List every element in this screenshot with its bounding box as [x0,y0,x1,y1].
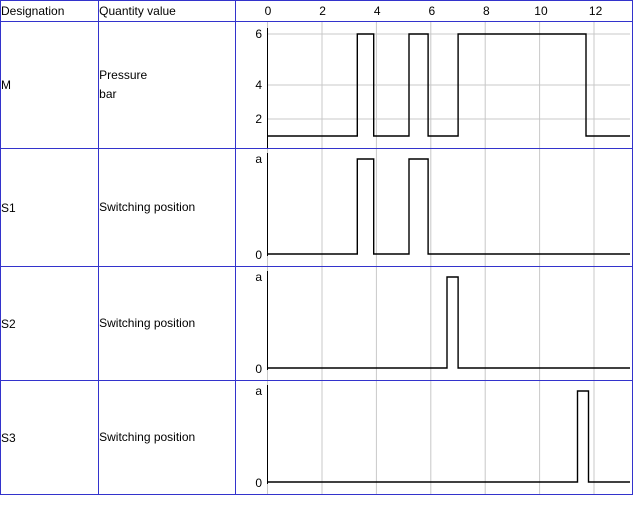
quantity-m-line-2: bar [99,87,117,101]
quantity-s1-line-1: Switching position [99,200,196,215]
x-tick-8: 8 [483,4,490,18]
y-tick-s2-a: a [255,270,263,284]
x-tick-0: 0 [264,4,272,18]
y-tick-s3-a: a [255,384,263,398]
table-row [1,149,633,267]
chart-m [236,22,632,148]
quantity-s2-line-1: Switching position [99,316,196,331]
chart-m-svg [236,22,630,148]
quantity-m [99,22,236,149]
x-tick-10: 10 [534,4,548,18]
designation-s1: S1 [1,149,99,267]
y-tick-s2-0: 0 [255,362,263,376]
designation-s2: S2 [1,267,99,381]
y-tick-s3-0: 0 [255,476,263,490]
header-designation: Designation [1,1,99,22]
x-tick-12: 12 [588,4,603,18]
x-tick-4: 4 [373,4,381,18]
designation-m: M [1,22,99,149]
chart-s1-svg [236,149,630,266]
quantity-s1 [99,149,236,267]
x-axis-tick-labels [236,1,632,21]
chart-s2-svg [236,267,630,380]
quantity-m-line-1: Pressure [99,68,148,83]
header-time-axis [236,1,633,22]
chart-s3-svg [236,381,630,494]
chart-s2 [236,267,632,380]
table-row [1,267,633,381]
y-tick-m-4: 4 [255,78,263,92]
table-row [1,22,633,149]
quantity-s3-line-1: Switching position [99,430,196,445]
chart-s1 [236,149,632,266]
x-tick-2: 2 [319,4,326,18]
designation-s3: S3 [1,381,99,495]
table-row [1,381,633,495]
y-tick-m-6: 6 [255,27,263,41]
header-quantity-value: Quantity value [99,1,236,22]
plot-cell-s3 [236,381,633,495]
plot-cell-s1 [236,149,633,267]
y-tick-m-2: 2 [255,112,263,126]
quantity-s2 [99,267,236,381]
table-header-row [1,1,633,22]
quantity-s3 [99,381,236,495]
plot-cell-m [236,22,633,149]
y-tick-s1-0: 0 [255,248,263,262]
plot-cell-s2 [236,267,633,381]
chart-s3 [236,381,632,494]
y-tick-s1-a: a [255,152,263,166]
x-tick-6: 6 [428,4,436,18]
